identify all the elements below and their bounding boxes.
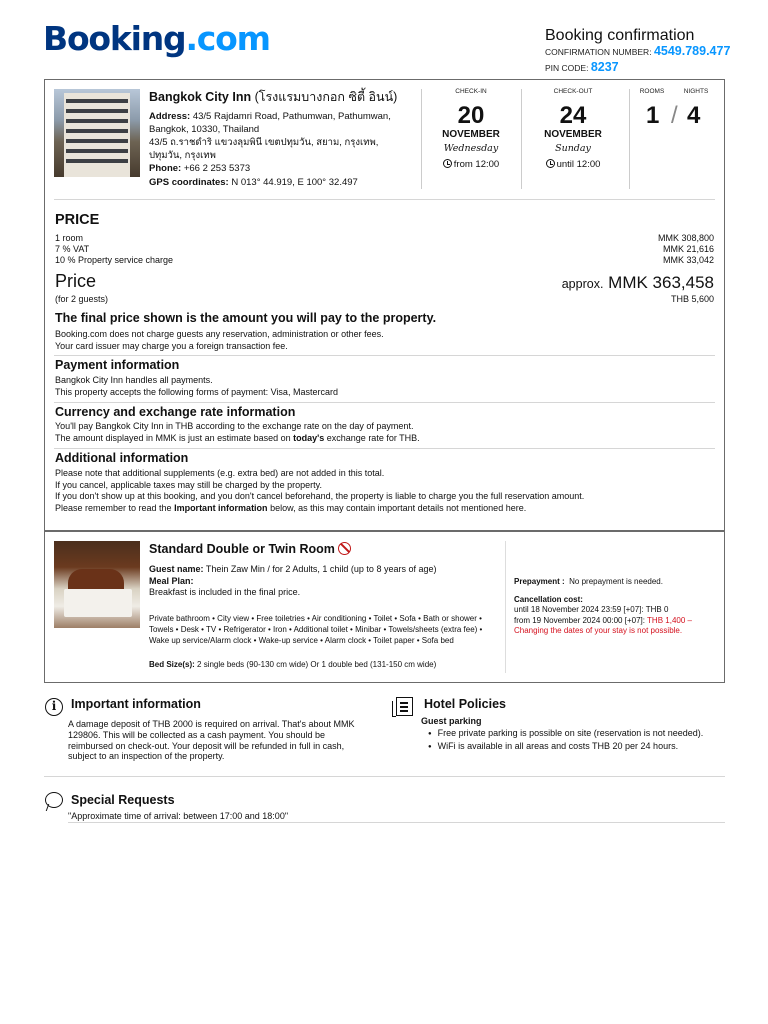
rooms-nights-separator: / bbox=[671, 102, 678, 129]
cancellation-info: Cancellation cost: until 18 November 2024 23:59 [+07]: THB 0 from 19 November 2024 00:00 [+07]: THB 1,400 – Changing the dates of your stay is not possible. bbox=[514, 595, 692, 636]
guest-name: Thein Zaw Min / for 2 Adults, 1 child (up to 8 years of age) bbox=[205, 564, 437, 574]
speech-bubble-icon bbox=[45, 792, 63, 808]
no-smoking-icon bbox=[338, 542, 351, 555]
special-requests-text: "Approximate time of arrival: between 17:00 and 18:00" bbox=[68, 811, 289, 821]
pin-code: 8237 bbox=[590, 60, 619, 74]
guest-parking-heading: Guest parking bbox=[421, 716, 482, 726]
clock-icon bbox=[546, 159, 555, 168]
divider bbox=[54, 402, 715, 403]
final-price-text: Booking.com does not charge guests any reservation, administration or other fees. Your card issuer may charge you a foreign transaction fee. bbox=[55, 329, 384, 351]
price-total: approx. MMK 363,458 bbox=[561, 273, 714, 292]
hotel-address: 43/5 Rajdamri Road, Pathumwan, Pathumwan, bbox=[192, 111, 391, 122]
additional-heading: Additional information bbox=[55, 451, 189, 465]
divider bbox=[421, 89, 422, 189]
list-item: ● WiFi is available in all areas and costs THB 20 per 24 hours. bbox=[428, 740, 703, 753]
price-total-thb: THB 5,600 bbox=[670, 294, 714, 304]
divider bbox=[54, 199, 715, 200]
special-requests-heading: Special Requests bbox=[71, 793, 175, 807]
hotel-name: Bangkok City Inn (โรงแรมบางกอก ซิตี้ อินน์) bbox=[149, 90, 398, 104]
clock-icon bbox=[443, 159, 452, 168]
additional-text: Please note that additional supplements (e.g. extra bed) are not added in this total. If you cancel, applicable taxes may still be charged by the property. If you don't show up at this booking, and you don't cancel beforehand, the property is liable to charge you the full reservation amount. Please remember to read the Important information below, as this may contain important details not mentioned here. bbox=[55, 468, 585, 514]
list-item: ● Free private parking is possible on site (reservation is not needed). bbox=[428, 727, 703, 740]
price-guests: (for 2 guests) bbox=[55, 294, 109, 304]
booking-logo: Booking.com bbox=[43, 19, 270, 58]
rooms-label: ROOMS bbox=[639, 88, 665, 95]
divider bbox=[54, 448, 715, 449]
checkout-label: CHECK-OUT bbox=[553, 88, 593, 95]
payment-text: Bangkok City Inn handles all payments. This property accepts the following forms of payment: Visa, Mastercard bbox=[55, 375, 338, 397]
final-price-heading: The final price shown is the amount you will pay to the property. bbox=[55, 311, 437, 325]
currency-text: You'll pay Bangkok City Inn in THB according to the exchange rate on the day of payment. The amount displayed in MMK is just an estimate based on today's exchange rate for THB. bbox=[55, 421, 420, 443]
room-details: Guest name: Thein Zaw Min / for 2 Adults, 1 child (up to 8 years of age) Meal Plan: Breakfast is included in the final price. bbox=[149, 564, 499, 599]
hotel-photo bbox=[54, 89, 140, 177]
room-photo bbox=[54, 541, 140, 628]
meal-plan: Breakfast is included in the final price. bbox=[149, 587, 301, 598]
hotel-name-local: (โรงแรมบางกอก ซิตี้ อินน์) bbox=[254, 90, 398, 104]
price-row-label: 10 % Property service charge bbox=[55, 255, 174, 265]
info-icon: i bbox=[45, 698, 63, 716]
policies-heading: Hotel Policies bbox=[424, 697, 506, 711]
hotel-details: Address: 43/5 Rajdamri Road, Pathumwan, Pathumwan, Bangkok, 10330, Thailand 43/5 ถ.ราชดำริ แขวงลุมพินี เขตปทุมวัน, สยาม, กรุงเทพ, ปทุมวัน, กรุงเทพ Phone: +66 2 253 5373 GPS coordinates: N 013° 44.919, E 100° 32.497 bbox=[149, 110, 411, 189]
checkin-weekday: Wednesday bbox=[443, 143, 499, 154]
document-icon bbox=[396, 697, 413, 716]
room-facilities: Private bathroom • City view • Free toiletries • Air conditioning • Toilet • Sofa • Bath or shower • Towels • Desk • TV • Refrigerator • Iron • Additional toilet • Minibar • Towels/sheets (extra fee) • Wake up service/Alarm clock • Wake-up service • Alarm clock • Toilet paper • Sofa bed bbox=[149, 614, 483, 645]
price-row-label: 7 % VAT bbox=[55, 244, 90, 254]
checkin-time: from 12:00 bbox=[432, 159, 510, 171]
confirmation-number-label: CONFIRMATION NUMBER: bbox=[545, 47, 652, 57]
price-total-label: Price bbox=[55, 271, 97, 291]
price-row-value: MMK 21,616 bbox=[662, 244, 714, 254]
currency-heading: Currency and exchange rate information bbox=[55, 405, 296, 419]
checkout-day: 24 bbox=[559, 102, 587, 129]
divider bbox=[54, 355, 715, 356]
confirmation-number: 4549.789.477 bbox=[653, 44, 731, 58]
important-heading: Important information bbox=[71, 697, 201, 711]
checkin-day: 20 bbox=[457, 102, 485, 129]
hotel-gps: N 013° 44.919, E 100° 32.497 bbox=[231, 176, 358, 188]
checkin-label: CHECK-IN bbox=[455, 88, 487, 95]
pin-code-label: PIN CODE: bbox=[545, 63, 589, 73]
divider bbox=[44, 776, 725, 777]
nights-count: 4 bbox=[687, 102, 701, 129]
nights-label: NIGHTS bbox=[683, 88, 709, 95]
pin-code-row bbox=[545, 60, 619, 76]
page-title: Booking confirmation bbox=[545, 27, 695, 44]
policy-list bbox=[428, 727, 703, 752]
checkin-month: NOVEMBER bbox=[442, 129, 500, 140]
checkout-weekday: Sunday bbox=[555, 143, 591, 154]
price-heading: PRICE bbox=[55, 212, 100, 228]
divider bbox=[505, 541, 506, 673]
payment-heading: Payment information bbox=[55, 358, 180, 372]
confirmation-number-row bbox=[545, 44, 730, 60]
divider bbox=[68, 822, 725, 823]
checkout-month: NOVEMBER bbox=[544, 129, 602, 140]
checkout-time: until 12:00 bbox=[534, 159, 612, 171]
divider bbox=[629, 89, 630, 189]
hotel-address-local: 43/5 ถ.ราชดำริ แขวงลุมพินี เขตปทุมวัน, สยาม, กรุงเทพ, bbox=[149, 137, 379, 149]
price-row-value: MMK 33,042 bbox=[662, 255, 714, 265]
important-text: A damage deposit of THB 2000 is required on arrival. That's about MMK 129806. This will be collected as a cash payment. You should be reimbursed on check-out. Your deposit will be refunded in full in cash, subject to an inspection of the property. bbox=[68, 719, 355, 762]
prepayment-info: Prepayment : No prepayment is needed. bbox=[514, 577, 663, 586]
price-row-value: MMK 308,800 bbox=[657, 233, 714, 243]
rooms-count: 1 bbox=[646, 102, 660, 129]
bed-size: Bed Size(s): 2 single beds (90-130 cm wide) Or 1 double bed (131-150 cm wide) bbox=[149, 660, 437, 669]
price-row-label: 1 room bbox=[55, 233, 84, 243]
divider bbox=[521, 89, 522, 189]
room-title: Standard Double or Twin Room bbox=[149, 542, 351, 558]
hotel-phone: +66 2 253 5373 bbox=[183, 163, 251, 175]
